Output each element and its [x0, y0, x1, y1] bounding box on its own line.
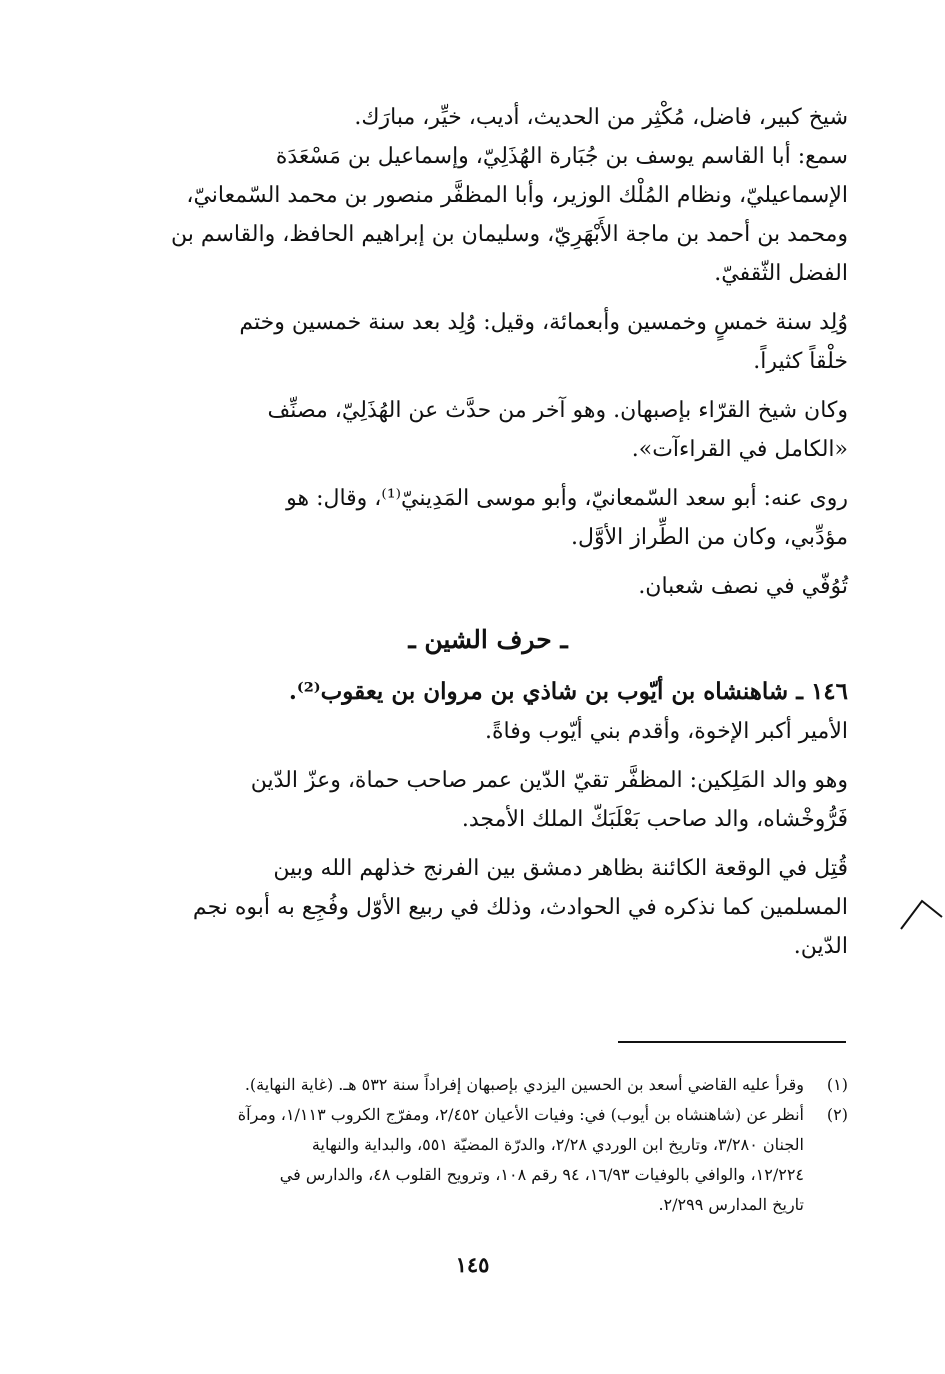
paragraph-position — [128, 391, 848, 469]
text-line: وكان شيخ القرّاء بإصبهان. وهو آخر من حدَّث عن الهُذَلِيّ، مصنِّف — [267, 398, 848, 423]
text-line: «الكامل في القراءآت». — [631, 437, 848, 462]
footnotes — [128, 1070, 848, 1220]
caret-mark-icon — [898, 895, 944, 939]
section-heading: ـ حرف الشين ـ — [408, 625, 568, 654]
footnote-text — [128, 1100, 804, 1220]
text-line: وُلِد سنة خمسٍ وخمسين وأبعمائة، وقيل: وُلِد بعد سنة خمسين وختم — [239, 310, 848, 335]
text-line: وهو والد المَلِكين: المظفَّر تقيّ الدّين عمر صاحب حماة، وعزّ الدّين — [250, 768, 848, 793]
text-line: الفضل الثّقفيّ. — [714, 261, 848, 286]
paragraph-narrators — [128, 479, 848, 557]
paragraph-killed — [128, 849, 848, 966]
paragraph-birth — [128, 303, 848, 381]
paragraph-death: تُوُفّي في نصف شعبان. — [638, 574, 848, 599]
text-line: فَرُّوخْشاه، والد صاحب بَعْلَبَكّ الملك الأمجد. — [461, 807, 848, 832]
text-line: سمع: أبا القاسم يوسف بن جُبَارة الهُذَلِيّ، وإسماعيل بن مَسْعَدَة — [275, 144, 848, 169]
paragraph-biography — [128, 98, 848, 293]
page-number: ١٤٥ — [455, 1252, 490, 1277]
text-line: شيخ كبير، فاضل، مُكْثِر من الحديث، أديب، خيِّر، مبارَك. — [354, 105, 848, 130]
page-body — [128, 98, 848, 976]
text-line: خلْقاً كثيراً. — [753, 349, 848, 374]
footnote-divider — [618, 1041, 846, 1043]
text-line: الإسماعيليّ، ونظام المُلْك الوزير، وأبا المظفَّر منصور بن محمد السّمعانيّ، — [186, 183, 848, 208]
text-line: الدّين. — [793, 934, 848, 959]
footnote-2 — [128, 1100, 848, 1220]
text-line: مؤدِّبي، وكان من الطِّراز الأوَّل. — [571, 525, 848, 550]
paragraph-emir: الأمير أكبر الإخوة، وأقدم بني أيّوب وفاةً. — [485, 719, 848, 744]
text-line: روى عنه: أبو سعد السّمعانيّ، وأبو موسى المَدِينيّ⁽¹⁾، وقال: هو — [286, 486, 848, 511]
footnote-number: (٢) — [826, 1105, 848, 1124]
entry-title: ١٤٦ ـ شاهنشاه بن أيّوب بن شاذي بن مروان بن يعقوب⁽²⁾. — [288, 678, 848, 705]
text-line: ومحمد بن أحمد بن ماجة الأَبْهَرِيّ، وسليمان بن إبراهيم الحافظ، والقاسم بن — [170, 222, 848, 247]
footnote-number: (١) — [826, 1075, 848, 1094]
footnote-line: وقرأ عليه القاضي أسعد بن الحسين اليزدي بإصبهان إفراداً سنة ٥٣٢ هـ. (غاية النهاية). — [244, 1075, 804, 1094]
footnote-line: ١٢/٢٢٤، والوافي بالوفيات ١٦/٩٣، ٩٤ رقم ١٠٨، وترويح القلوب ٤٨، والدارس في — [279, 1165, 804, 1184]
text-line: المسلمين كما نذكره في الحوادث، وذلك في ربيع الأوّل وفُجِع به أبوه نجم — [192, 895, 848, 920]
footnote-text — [128, 1070, 804, 1100]
paragraph-father — [128, 761, 848, 839]
footnote-1 — [128, 1070, 848, 1100]
footnote-line: أنظر عن (شاهنشاه بن أيوب) في: وفيات الأعيان ٢/٤٥٢، ومفرّج الكروب ١/١١٣، ومرآة — [237, 1105, 804, 1124]
footnote-line: تاريخ المدارس ٢/٢٩٩. — [658, 1195, 804, 1214]
text-line: قُتِل في الوقعة الكائنة بظاهر دمشق بين الفرنج خذلهم الله وبين — [273, 856, 848, 881]
footnote-line: الجنان ٣/٢٨٠، وتاريخ ابن الوردي ٢/٢٨، والدرّة المضيّة ٥٥١، والبداية والنهاية — [311, 1135, 804, 1154]
